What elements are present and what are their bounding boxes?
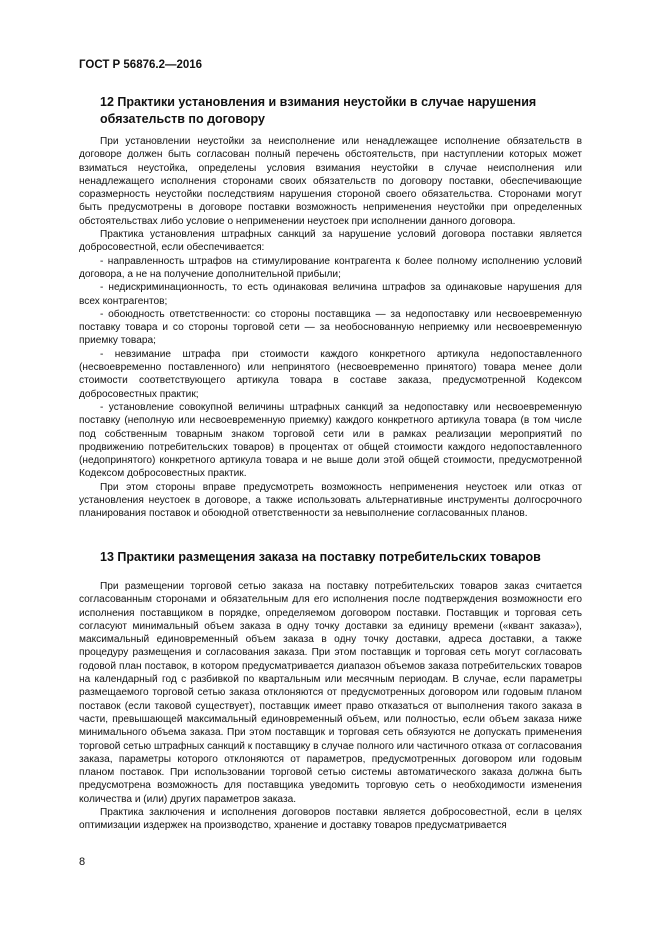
paragraph: Практика заключения и исполнения договоров поставки является добросовестной, если в целях оптимизации издержек на производство, хранение и доставку товаров предусматривается: [79, 807, 582, 832]
page-number: 8: [79, 856, 86, 868]
list-item: - невзимание штрафа при стоимости каждого конкретного артикула недопоставленного (несвоевременно поставленного) или непринятого (несвоевременно принятого) товара менее доли стоимости соответствующего артикула товара в составе заказа, предусмотренной Кодексом добросовестных практик;: [79, 348, 582, 400]
section-13-title: 13 Практики размещения заказа на поставку потребительских товаров: [100, 550, 541, 564]
section-12-title: 12 Практики установления и взимания неустойки в случае нарушения обязательств по договору: [100, 95, 537, 126]
document-header: ГОСТ Р 56876.2—2016: [79, 59, 203, 71]
paragraph: Практика установления штрафных санкций за нарушение условий договора поставки является добросовестной, если обеспечивается:: [79, 229, 582, 254]
section-13-body: [79, 580, 582, 833]
list-item: - установление совокупной величины штрафных санкций за недопоставку или несвоевременную поставку (неполную или несвоевременную приемку) каждого конкретного артикула товара (в том числе под собственным товарным знаком торговой сети или в рамках реализации мероприятий по продвижению потребительских товаров) в процентах от общей стоимости каждого недопоставленного (недопринятого) конкретного артикула товара и не выше доли этой общей стоимости, предусмотренной Кодексом добросовестных практик.: [79, 401, 582, 480]
paragraph: При размещении торговой сетью заказа на поставку потребительских товаров заказ считается согласованным сторонами и обязательным для его исполнения после подтверждения возможности его исполнения поставщиком в порядке, определяемом договором поставки. Поставщик и торговая сеть согласуют минимальный объем заказа в одну точку доставки за единицу времени («квант заказа»), максимальный единовременный объем заказа в одну точку доставки, адреса доставки, а также процедуру размещения и согласования заказа. При этом поставщик и торговая сеть могут согласовать годовой план поставок, в котором предусматривается диапазон объемов заказа потребительских товаров на календарный год с разбивкой по квартальным или месячным периодам. В случае, если параметры размещаемого торговой сетью заказа отклоняются от предусмотренных договором или годовым планом поставок (если таковой существует), поставщик имеет право отказаться от выполнения такого заказа в части, превышающей максимальный единовременный объем, или полностью, если объем заказа ниже минимального объема заказа. При этом поставщик и торговая сеть обязуются не допускать применения торговой сетью штрафных санкций к поставщику в случае полного или частичного отказа от согласования заказа, параметры которого отклоняются от параметров, предусмотренных договором или годовым планом поставок. При использовании торговой сетью системы автоматического заказа должна быть предусмотрена возможность для поставщика уведомить торговую сеть о необходимости изменения количества и (или) других параметров заказа.: [79, 581, 582, 805]
paragraph: При этом стороны вправе предусмотреть возможность неприменения неустоек или отказ от установления неустоек в договоре, а также использовать альтернативные инструменты долгосрочного планирования поставок и обоюдной ответственности за невыполнение согласованных планов.: [79, 481, 582, 520]
list-item: - недискриминационность, то есть одинаковая величина штрафов за одинаковые нарушения для всех контрагентов;: [79, 282, 582, 307]
list-item: - направленность штрафов на стимулирование контрагента к более полному исполнению условий договора, а не на получение дополнительной прибыли;: [79, 255, 582, 280]
section-12-body: [79, 135, 582, 521]
paragraph: При установлении неустойки за неисполнение или ненадлежащее исполнение обязательств в договоре должен быть согласован полный перечень обстоятельств, при наступлении которых может взиматься неустойка, определены условия взимания неустойки в случае неисполнения или ненадлежащего исполнения сторонами своих обязательств по договору поставки, обеспечивающие соразмерность неустойки последствиям нарушения стороной своего обязательства. Сторонами могут быть предусмотрены в договоре поставки возможность неприменения неустойки при определенных обстоятельствах либо условие о неприменении неустоек при исполнении данного договора.: [79, 136, 582, 227]
list-item: - обоюдность ответственности: со стороны поставщика — за недопоставку или несвоевременную поставку товара и со стороны торговой сети — за необоснованную неприемку или несвоевременную приемку товара;: [79, 308, 582, 347]
